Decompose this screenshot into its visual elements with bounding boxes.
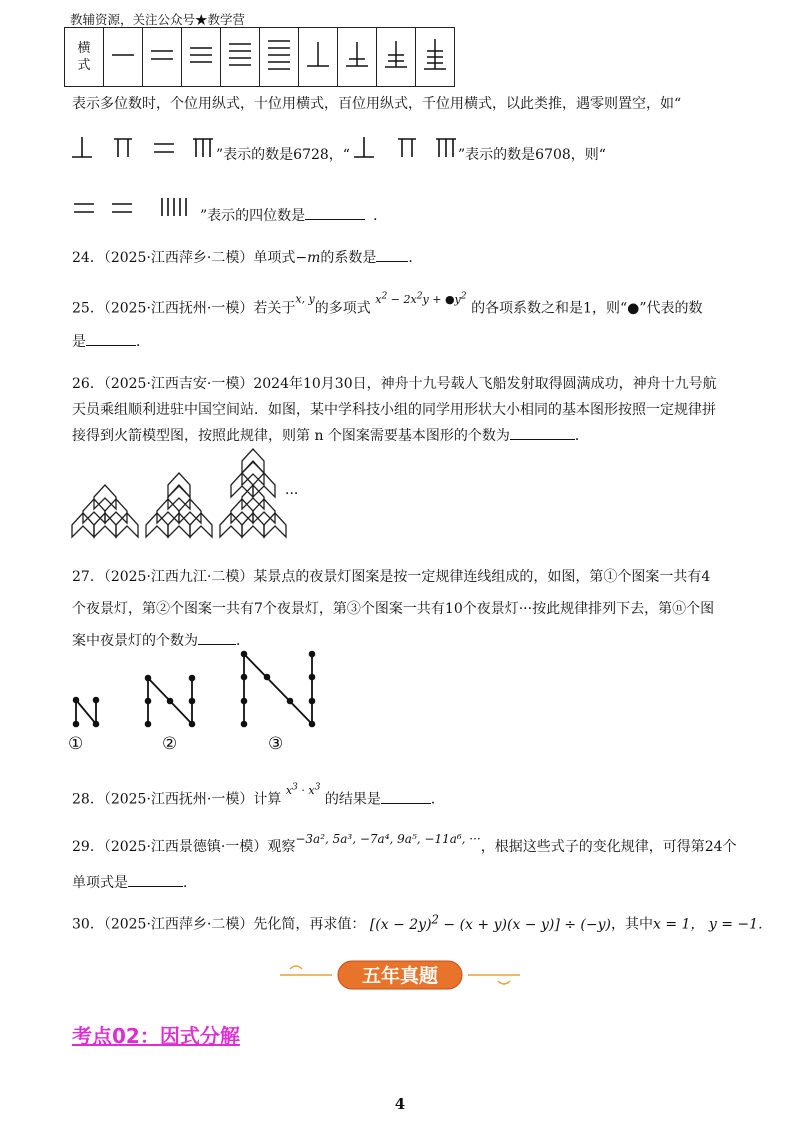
simplify-expr: $[(x - 2y)^2 - (x + y)(x - y)] \div (-y)$ xyxy=(369,912,611,933)
rod-6 xyxy=(299,28,338,87)
rod-numeral-table xyxy=(64,27,455,87)
rod-1 xyxy=(104,28,143,87)
question-26-line2: 天员乘组顺利进驻中国空间站．如图，某中学科技小组的同学用形状大小相同的基本图形按照一定规律拼 xyxy=(72,402,716,418)
question-24: 24．（2025·江西萍乡·二模）单项式−m的系数是 ． xyxy=(72,250,423,266)
rocket-figures xyxy=(70,445,310,540)
question-25: 25．（2025·江西抚州·一模）若关于$^{x, y}$的多项式 $^{x^2 - 2x^2y + ●y^2}$ 的各项系数之和是1，则“●”代表的数 xyxy=(72,290,703,317)
pattern-label-3: ③ xyxy=(268,734,284,754)
example1-text: ”表示的数是6728，“ xyxy=(216,147,350,163)
table-label: 横式 xyxy=(65,28,104,87)
rod-4 xyxy=(221,28,260,87)
intro-line1: 表示多位数时，个位用纵式，十位用横式，百位用纵式，千位用横式，以此类推，遇零则置空，如“ xyxy=(72,96,682,112)
rod-question xyxy=(72,194,202,224)
question-text: ”表示的四位数是 ． xyxy=(200,208,388,224)
rod-example-6728 xyxy=(70,133,215,163)
power-expr: x3 · x3 xyxy=(285,781,321,797)
rod-5 xyxy=(260,28,299,87)
question-27-line3: 案中夜景灯的个数为 ． xyxy=(72,633,250,649)
rod-2 xyxy=(143,28,182,87)
polynomial-expr: x2 − 2x2y + ●y2 xyxy=(375,290,467,306)
question-25-line2: 是 ． xyxy=(72,334,150,350)
svg-text:五年真题: 五年真题 xyxy=(361,965,439,987)
section-title: 考点02：因式分解 xyxy=(72,1024,240,1048)
figures-ellipsis: ··· xyxy=(285,486,299,502)
pattern-label-2: ② xyxy=(162,734,178,754)
question-29: 29．（2025·江西景德镇·一模）观察−3a², 5a³, −7a⁴, 9a⁵, −11a⁶, ···，根据这些式子的变化规律，可得第24个 xyxy=(72,832,737,855)
rod-7 xyxy=(338,28,377,87)
pattern-label-1: ① xyxy=(68,734,84,754)
rod-3 xyxy=(182,28,221,87)
page-header: 教辅资源，关注公众号★教学营 xyxy=(70,12,246,27)
question-26-line1: 26．（2025·江西吉安·一模）2024年10月30日，神舟十九号载人飞船发射取得圆满成功，神舟十九号航 xyxy=(72,376,717,392)
question-28: 28．（2025·江西抚州·一模）计算 $^{x^3 \cdot x^3}$ 的结果是 ． xyxy=(72,781,445,808)
question-30: 30．（2025·江西萍乡·二模）先化简，再求值： $[(x - 2y)^2 - (x + y)(x - y)] \div (-y)$，其中x = 1， y = −1． xyxy=(72,912,773,933)
example2-text: ”表示的数是6708，则“ xyxy=(458,147,606,163)
question-27-line2: 个夜景灯，第②个图案一共有7个夜景灯，第③个图案一共有10个夜景灯···按此规律排列下去，第ⓝ个图 xyxy=(72,601,715,617)
question-26-line3: 接得到火箭模型图，按照此规律，则第 n 个图案需要基本图形的个数为 ． xyxy=(72,428,589,444)
five-year-banner xyxy=(270,955,530,995)
question-27-line1: 27．（2025·江西九江·二模）某景点的夜景灯图案是按一定规律连线组成的，如图，第①个图案一共有4 xyxy=(72,569,711,585)
question-29-line2: 单项式是 ． xyxy=(72,875,197,891)
rod-8 xyxy=(377,28,416,87)
rod-9 xyxy=(416,28,455,87)
lamp-patterns xyxy=(62,650,332,755)
page-number: 4 xyxy=(394,1095,406,1113)
rod-example-6708 xyxy=(352,133,460,163)
